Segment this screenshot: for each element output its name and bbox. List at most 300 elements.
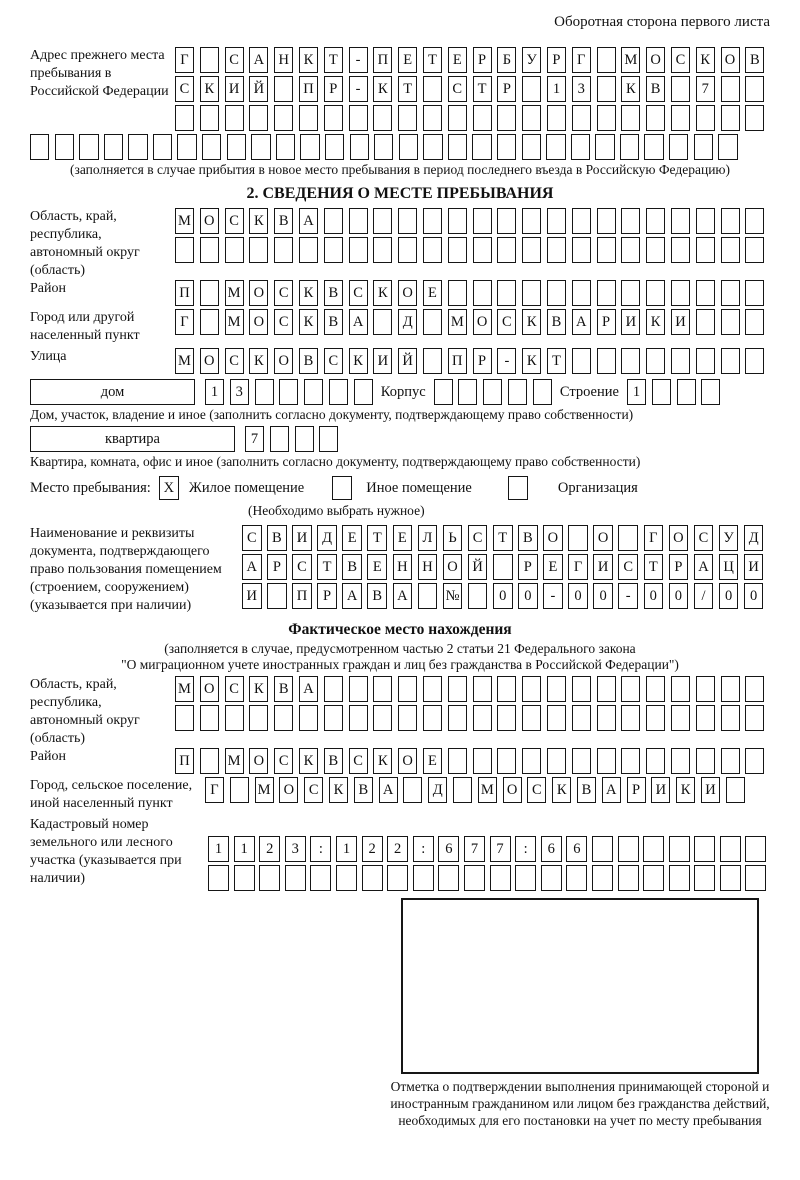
prev-address-row-2[interactable] xyxy=(175,76,764,102)
char-cell[interactable] xyxy=(373,705,392,731)
char-cell[interactable] xyxy=(473,280,492,306)
document-row-3[interactable] xyxy=(242,583,763,609)
char-cell[interactable] xyxy=(423,705,442,731)
char-cell[interactable] xyxy=(721,280,740,306)
char-cell[interactable] xyxy=(646,237,665,263)
char-cell[interactable] xyxy=(153,134,172,160)
char-cell[interactable] xyxy=(669,865,690,891)
char-cell[interactable]: О xyxy=(249,280,268,306)
char-cell[interactable]: К xyxy=(249,348,268,374)
char-cell[interactable]: К xyxy=(373,76,392,102)
checkbox-zhiloe[interactable]: X xyxy=(159,476,179,500)
char-cell[interactable] xyxy=(227,134,246,160)
char-cell[interactable]: М xyxy=(225,748,244,774)
char-cell[interactable] xyxy=(671,348,690,374)
char-cell[interactable] xyxy=(497,134,516,160)
char-cell[interactable]: Т xyxy=(367,525,387,551)
char-cell[interactable]: С xyxy=(349,748,368,774)
char-cell[interactable] xyxy=(324,676,343,702)
char-cell[interactable] xyxy=(473,105,492,131)
char-cell[interactable]: Ц xyxy=(719,554,739,580)
char-cell[interactable] xyxy=(694,134,713,160)
char-cell[interactable] xyxy=(497,237,516,263)
char-cell[interactable]: 0 xyxy=(744,583,764,609)
char-cell[interactable] xyxy=(572,280,591,306)
char-cell[interactable] xyxy=(721,208,740,234)
char-cell[interactable] xyxy=(473,237,492,263)
char-cell[interactable] xyxy=(398,676,417,702)
document-row-2[interactable] xyxy=(242,554,763,580)
char-cell[interactable] xyxy=(618,836,639,862)
prev-address-row-1[interactable] xyxy=(175,47,764,73)
char-cell[interactable] xyxy=(721,105,740,131)
char-cell[interactable] xyxy=(473,705,492,731)
char-cell[interactable] xyxy=(448,208,467,234)
char-cell[interactable]: С xyxy=(274,309,293,335)
char-cell[interactable] xyxy=(721,348,740,374)
char-cell[interactable] xyxy=(572,748,591,774)
char-cell[interactable] xyxy=(696,208,715,234)
char-cell[interactable]: А xyxy=(299,676,318,702)
char-cell[interactable] xyxy=(259,865,280,891)
char-cell[interactable] xyxy=(497,748,516,774)
char-cell[interactable] xyxy=(572,705,591,731)
char-cell[interactable]: Е xyxy=(398,47,417,73)
char-cell[interactable] xyxy=(362,865,383,891)
char-cell[interactable] xyxy=(701,379,720,405)
char-cell[interactable] xyxy=(621,748,640,774)
char-cell[interactable]: М xyxy=(225,280,244,306)
char-cell[interactable]: С xyxy=(694,525,714,551)
char-cell[interactable] xyxy=(299,105,318,131)
char-cell[interactable] xyxy=(541,865,562,891)
char-cell[interactable]: И xyxy=(744,554,764,580)
stroenie-cells[interactable] xyxy=(627,379,720,405)
char-cell[interactable]: К xyxy=(349,348,368,374)
char-cell[interactable]: С xyxy=(468,525,488,551)
char-cell[interactable]: Й xyxy=(398,348,417,374)
char-cell[interactable]: О xyxy=(274,348,293,374)
char-cell[interactable] xyxy=(324,237,343,263)
char-cell[interactable] xyxy=(349,705,368,731)
char-cell[interactable] xyxy=(423,105,442,131)
char-cell[interactable]: А xyxy=(602,777,621,803)
char-cell[interactable] xyxy=(373,208,392,234)
char-cell[interactable]: 6 xyxy=(438,836,459,862)
char-cell[interactable] xyxy=(671,705,690,731)
char-cell[interactable]: Г xyxy=(572,47,591,73)
char-cell[interactable] xyxy=(669,134,688,160)
char-cell[interactable]: К xyxy=(696,47,715,73)
ulitsa-row[interactable] xyxy=(175,348,764,374)
char-cell[interactable]: 1 xyxy=(336,836,357,862)
char-cell[interactable] xyxy=(592,865,613,891)
char-cell[interactable]: Й xyxy=(249,76,268,102)
char-cell[interactable] xyxy=(423,76,442,102)
char-cell[interactable]: 7 xyxy=(464,836,485,862)
char-cell[interactable] xyxy=(694,836,715,862)
char-cell[interactable] xyxy=(104,134,123,160)
char-cell[interactable] xyxy=(398,237,417,263)
char-cell[interactable]: А xyxy=(242,554,262,580)
char-cell[interactable]: В xyxy=(324,280,343,306)
char-cell[interactable]: В xyxy=(547,309,566,335)
char-cell[interactable]: О xyxy=(543,525,563,551)
char-cell[interactable] xyxy=(745,865,766,891)
char-cell[interactable]: О xyxy=(200,676,219,702)
char-cell[interactable] xyxy=(621,208,640,234)
char-cell[interactable] xyxy=(274,105,293,131)
char-cell[interactable] xyxy=(522,280,541,306)
char-cell[interactable]: К xyxy=(249,676,268,702)
char-cell[interactable] xyxy=(745,237,764,263)
char-cell[interactable] xyxy=(646,676,665,702)
char-cell[interactable]: 0 xyxy=(719,583,739,609)
char-cell[interactable] xyxy=(572,676,591,702)
char-cell[interactable]: Е xyxy=(543,554,563,580)
char-cell[interactable] xyxy=(547,237,566,263)
char-cell[interactable]: С xyxy=(242,525,262,551)
char-cell[interactable] xyxy=(230,777,249,803)
char-cell[interactable]: Г xyxy=(568,554,588,580)
char-cell[interactable] xyxy=(448,748,467,774)
char-cell[interactable] xyxy=(398,208,417,234)
char-cell[interactable]: Т xyxy=(493,525,513,551)
char-cell[interactable] xyxy=(434,379,453,405)
char-cell[interactable]: М xyxy=(175,208,194,234)
char-cell[interactable]: 6 xyxy=(566,836,587,862)
char-cell[interactable]: У xyxy=(522,47,541,73)
char-cell[interactable]: О xyxy=(200,348,219,374)
char-cell[interactable] xyxy=(249,705,268,731)
char-cell[interactable] xyxy=(468,583,488,609)
char-cell[interactable]: И xyxy=(593,554,613,580)
char-cell[interactable]: О xyxy=(593,525,613,551)
char-cell[interactable] xyxy=(270,426,289,452)
char-cell[interactable]: А xyxy=(349,309,368,335)
char-cell[interactable] xyxy=(595,134,614,160)
char-cell[interactable] xyxy=(497,280,516,306)
char-cell[interactable] xyxy=(597,105,616,131)
char-cell[interactable]: И xyxy=(373,348,392,374)
char-cell[interactable]: А xyxy=(572,309,591,335)
char-cell[interactable] xyxy=(547,676,566,702)
char-cell[interactable] xyxy=(696,676,715,702)
char-cell[interactable] xyxy=(200,105,219,131)
char-cell[interactable] xyxy=(597,705,616,731)
char-cell[interactable]: О xyxy=(669,525,689,551)
char-cell[interactable] xyxy=(522,76,541,102)
char-cell[interactable]: Е xyxy=(393,525,413,551)
char-cell[interactable] xyxy=(458,379,477,405)
char-cell[interactable]: Г xyxy=(205,777,224,803)
rayon-row[interactable] xyxy=(175,280,764,306)
char-cell[interactable] xyxy=(349,237,368,263)
char-cell[interactable]: 0 xyxy=(669,583,689,609)
char-cell[interactable] xyxy=(30,134,49,160)
char-cell[interactable] xyxy=(274,76,293,102)
char-cell[interactable] xyxy=(200,237,219,263)
char-cell[interactable] xyxy=(249,237,268,263)
char-cell[interactable]: А xyxy=(393,583,413,609)
char-cell[interactable] xyxy=(745,208,764,234)
char-cell[interactable] xyxy=(597,208,616,234)
char-cell[interactable] xyxy=(671,280,690,306)
char-cell[interactable] xyxy=(522,705,541,731)
char-cell[interactable]: С xyxy=(349,280,368,306)
char-cell[interactable]: А xyxy=(694,554,714,580)
char-cell[interactable]: А xyxy=(249,47,268,73)
char-cell[interactable]: С xyxy=(304,777,323,803)
char-cell[interactable] xyxy=(79,134,98,160)
char-cell[interactable]: М xyxy=(255,777,274,803)
char-cell[interactable]: К xyxy=(299,748,318,774)
char-cell[interactable] xyxy=(473,676,492,702)
char-cell[interactable] xyxy=(726,777,745,803)
char-cell[interactable] xyxy=(438,865,459,891)
char-cell[interactable] xyxy=(274,705,293,731)
char-cell[interactable] xyxy=(618,865,639,891)
char-cell[interactable]: К xyxy=(646,309,665,335)
char-cell[interactable] xyxy=(508,379,527,405)
char-cell[interactable] xyxy=(671,237,690,263)
char-cell[interactable] xyxy=(464,865,485,891)
fact-gorod-row[interactable] xyxy=(205,777,745,803)
char-cell[interactable]: Р xyxy=(547,47,566,73)
char-cell[interactable]: О xyxy=(279,777,298,803)
char-cell[interactable] xyxy=(200,280,219,306)
char-cell[interactable] xyxy=(696,309,715,335)
char-cell[interactable]: И xyxy=(242,583,262,609)
char-cell[interactable] xyxy=(643,865,664,891)
char-cell[interactable]: 0 xyxy=(644,583,664,609)
char-cell[interactable] xyxy=(592,836,613,862)
char-cell[interactable] xyxy=(597,676,616,702)
char-cell[interactable] xyxy=(418,583,438,609)
char-cell[interactable]: В xyxy=(324,748,343,774)
char-cell[interactable]: С xyxy=(671,47,690,73)
char-cell[interactable]: 1 xyxy=(205,379,224,405)
char-cell[interactable] xyxy=(694,865,715,891)
char-cell[interactable]: Р xyxy=(473,348,492,374)
char-cell[interactable] xyxy=(646,105,665,131)
char-cell[interactable] xyxy=(175,237,194,263)
char-cell[interactable]: В xyxy=(354,777,373,803)
dom-cells[interactable] xyxy=(205,379,373,405)
char-cell[interactable]: О xyxy=(249,748,268,774)
char-cell[interactable] xyxy=(597,237,616,263)
char-cell[interactable] xyxy=(373,237,392,263)
char-cell[interactable] xyxy=(310,865,331,891)
char-cell[interactable] xyxy=(423,134,442,160)
char-cell[interactable] xyxy=(448,237,467,263)
char-cell[interactable]: В xyxy=(324,309,343,335)
char-cell[interactable] xyxy=(354,379,373,405)
char-cell[interactable]: К xyxy=(373,748,392,774)
char-cell[interactable]: Й xyxy=(468,554,488,580)
char-cell[interactable] xyxy=(597,748,616,774)
char-cell[interactable] xyxy=(621,676,640,702)
char-cell[interactable] xyxy=(276,134,295,160)
char-cell[interactable]: 1 xyxy=(547,76,566,102)
char-cell[interactable] xyxy=(453,777,472,803)
char-cell[interactable]: И xyxy=(225,76,244,102)
char-cell[interactable]: П xyxy=(175,280,194,306)
char-cell[interactable]: К xyxy=(299,47,318,73)
char-cell[interactable] xyxy=(547,280,566,306)
char-cell[interactable]: Р xyxy=(317,583,337,609)
char-cell[interactable] xyxy=(175,705,194,731)
char-cell[interactable]: 7 xyxy=(696,76,715,102)
char-cell[interactable]: 0 xyxy=(593,583,613,609)
char-cell[interactable] xyxy=(522,237,541,263)
char-cell[interactable] xyxy=(423,237,442,263)
korpus-cells[interactable] xyxy=(434,379,552,405)
char-cell[interactable] xyxy=(671,105,690,131)
char-cell[interactable] xyxy=(745,280,764,306)
char-cell[interactable] xyxy=(483,379,502,405)
char-cell[interactable]: Л xyxy=(418,525,438,551)
char-cell[interactable]: С xyxy=(225,208,244,234)
char-cell[interactable] xyxy=(208,865,229,891)
char-cell[interactable] xyxy=(621,348,640,374)
char-cell[interactable] xyxy=(720,865,741,891)
char-cell[interactable] xyxy=(329,379,348,405)
char-cell[interactable]: Е xyxy=(423,748,442,774)
char-cell[interactable]: С xyxy=(497,309,516,335)
char-cell[interactable]: К xyxy=(522,348,541,374)
char-cell[interactable] xyxy=(279,379,298,405)
char-cell[interactable]: С xyxy=(225,348,244,374)
char-cell[interactable]: О xyxy=(398,748,417,774)
char-cell[interactable] xyxy=(597,76,616,102)
char-cell[interactable]: Н xyxy=(418,554,438,580)
char-cell[interactable] xyxy=(696,705,715,731)
char-cell[interactable] xyxy=(423,348,442,374)
char-cell[interactable]: И xyxy=(701,777,720,803)
char-cell[interactable] xyxy=(547,105,566,131)
char-cell[interactable] xyxy=(566,865,587,891)
char-cell[interactable] xyxy=(515,865,536,891)
char-cell[interactable] xyxy=(398,705,417,731)
char-cell[interactable]: Е xyxy=(367,554,387,580)
char-cell[interactable]: С xyxy=(274,280,293,306)
char-cell[interactable] xyxy=(413,865,434,891)
char-cell[interactable]: В xyxy=(274,208,293,234)
char-cell[interactable] xyxy=(720,836,741,862)
char-cell[interactable]: К xyxy=(621,76,640,102)
char-cell[interactable]: М xyxy=(448,309,467,335)
char-cell[interactable]: 1 xyxy=(208,836,229,862)
char-cell[interactable] xyxy=(448,134,467,160)
char-cell[interactable] xyxy=(671,676,690,702)
char-cell[interactable]: О xyxy=(503,777,522,803)
char-cell[interactable]: К xyxy=(299,280,318,306)
char-cell[interactable] xyxy=(572,208,591,234)
char-cell[interactable] xyxy=(200,47,219,73)
char-cell[interactable] xyxy=(225,705,244,731)
char-cell[interactable]: № xyxy=(443,583,463,609)
char-cell[interactable] xyxy=(267,583,287,609)
checkbox-organizatsiya[interactable] xyxy=(508,476,528,500)
char-cell[interactable]: 7 xyxy=(490,836,511,862)
char-cell[interactable] xyxy=(621,105,640,131)
char-cell[interactable]: Д xyxy=(398,309,417,335)
char-cell[interactable]: Р xyxy=(267,554,287,580)
char-cell[interactable] xyxy=(324,208,343,234)
char-cell[interactable]: 2 xyxy=(362,836,383,862)
char-cell[interactable] xyxy=(319,426,338,452)
char-cell[interactable]: С xyxy=(292,554,312,580)
char-cell[interactable] xyxy=(745,76,764,102)
char-cell[interactable] xyxy=(597,47,616,73)
char-cell[interactable] xyxy=(696,280,715,306)
char-cell[interactable] xyxy=(568,525,588,551)
char-cell[interactable]: Н xyxy=(274,47,293,73)
char-cell[interactable]: И xyxy=(651,777,670,803)
char-cell[interactable] xyxy=(696,105,715,131)
char-cell[interactable] xyxy=(745,836,766,862)
char-cell[interactable] xyxy=(696,237,715,263)
char-cell[interactable] xyxy=(572,348,591,374)
char-cell[interactable]: Г xyxy=(644,525,664,551)
char-cell[interactable]: И xyxy=(671,309,690,335)
fact-rayon-row[interactable] xyxy=(175,748,764,774)
char-cell[interactable] xyxy=(745,309,764,335)
char-cell[interactable]: Д xyxy=(428,777,447,803)
char-cell[interactable]: 0 xyxy=(568,583,588,609)
char-cell[interactable]: Р xyxy=(473,47,492,73)
char-cell[interactable]: М xyxy=(478,777,497,803)
char-cell[interactable]: В xyxy=(367,583,387,609)
char-cell[interactable]: А xyxy=(342,583,362,609)
char-cell[interactable] xyxy=(249,105,268,131)
char-cell[interactable] xyxy=(295,426,314,452)
fact-oblast-row-1[interactable] xyxy=(175,676,764,702)
char-cell[interactable] xyxy=(448,280,467,306)
kadastr-row-1[interactable] xyxy=(208,836,766,862)
char-cell[interactable] xyxy=(721,76,740,102)
char-cell[interactable]: С xyxy=(448,76,467,102)
char-cell[interactable]: А xyxy=(299,208,318,234)
char-cell[interactable]: - xyxy=(543,583,563,609)
char-cell[interactable] xyxy=(522,105,541,131)
char-cell[interactable] xyxy=(448,705,467,731)
char-cell[interactable]: М xyxy=(225,309,244,335)
char-cell[interactable] xyxy=(721,309,740,335)
char-cell[interactable] xyxy=(423,208,442,234)
char-cell[interactable]: К xyxy=(200,76,219,102)
char-cell[interactable] xyxy=(547,705,566,731)
char-cell[interactable]: У xyxy=(719,525,739,551)
char-cell[interactable] xyxy=(671,76,690,102)
char-cell[interactable] xyxy=(621,705,640,731)
char-cell[interactable]: : xyxy=(413,836,434,862)
char-cell[interactable]: : xyxy=(310,836,331,862)
char-cell[interactable] xyxy=(546,134,565,160)
char-cell[interactable] xyxy=(349,105,368,131)
char-cell[interactable]: - xyxy=(349,47,368,73)
char-cell[interactable] xyxy=(696,348,715,374)
char-cell[interactable]: Р xyxy=(497,76,516,102)
char-cell[interactable] xyxy=(285,865,306,891)
char-cell[interactable] xyxy=(721,237,740,263)
char-cell[interactable] xyxy=(646,748,665,774)
char-cell[interactable]: / xyxy=(694,583,714,609)
char-cell[interactable] xyxy=(373,309,392,335)
char-cell[interactable]: О xyxy=(443,554,463,580)
char-cell[interactable]: С xyxy=(175,76,194,102)
